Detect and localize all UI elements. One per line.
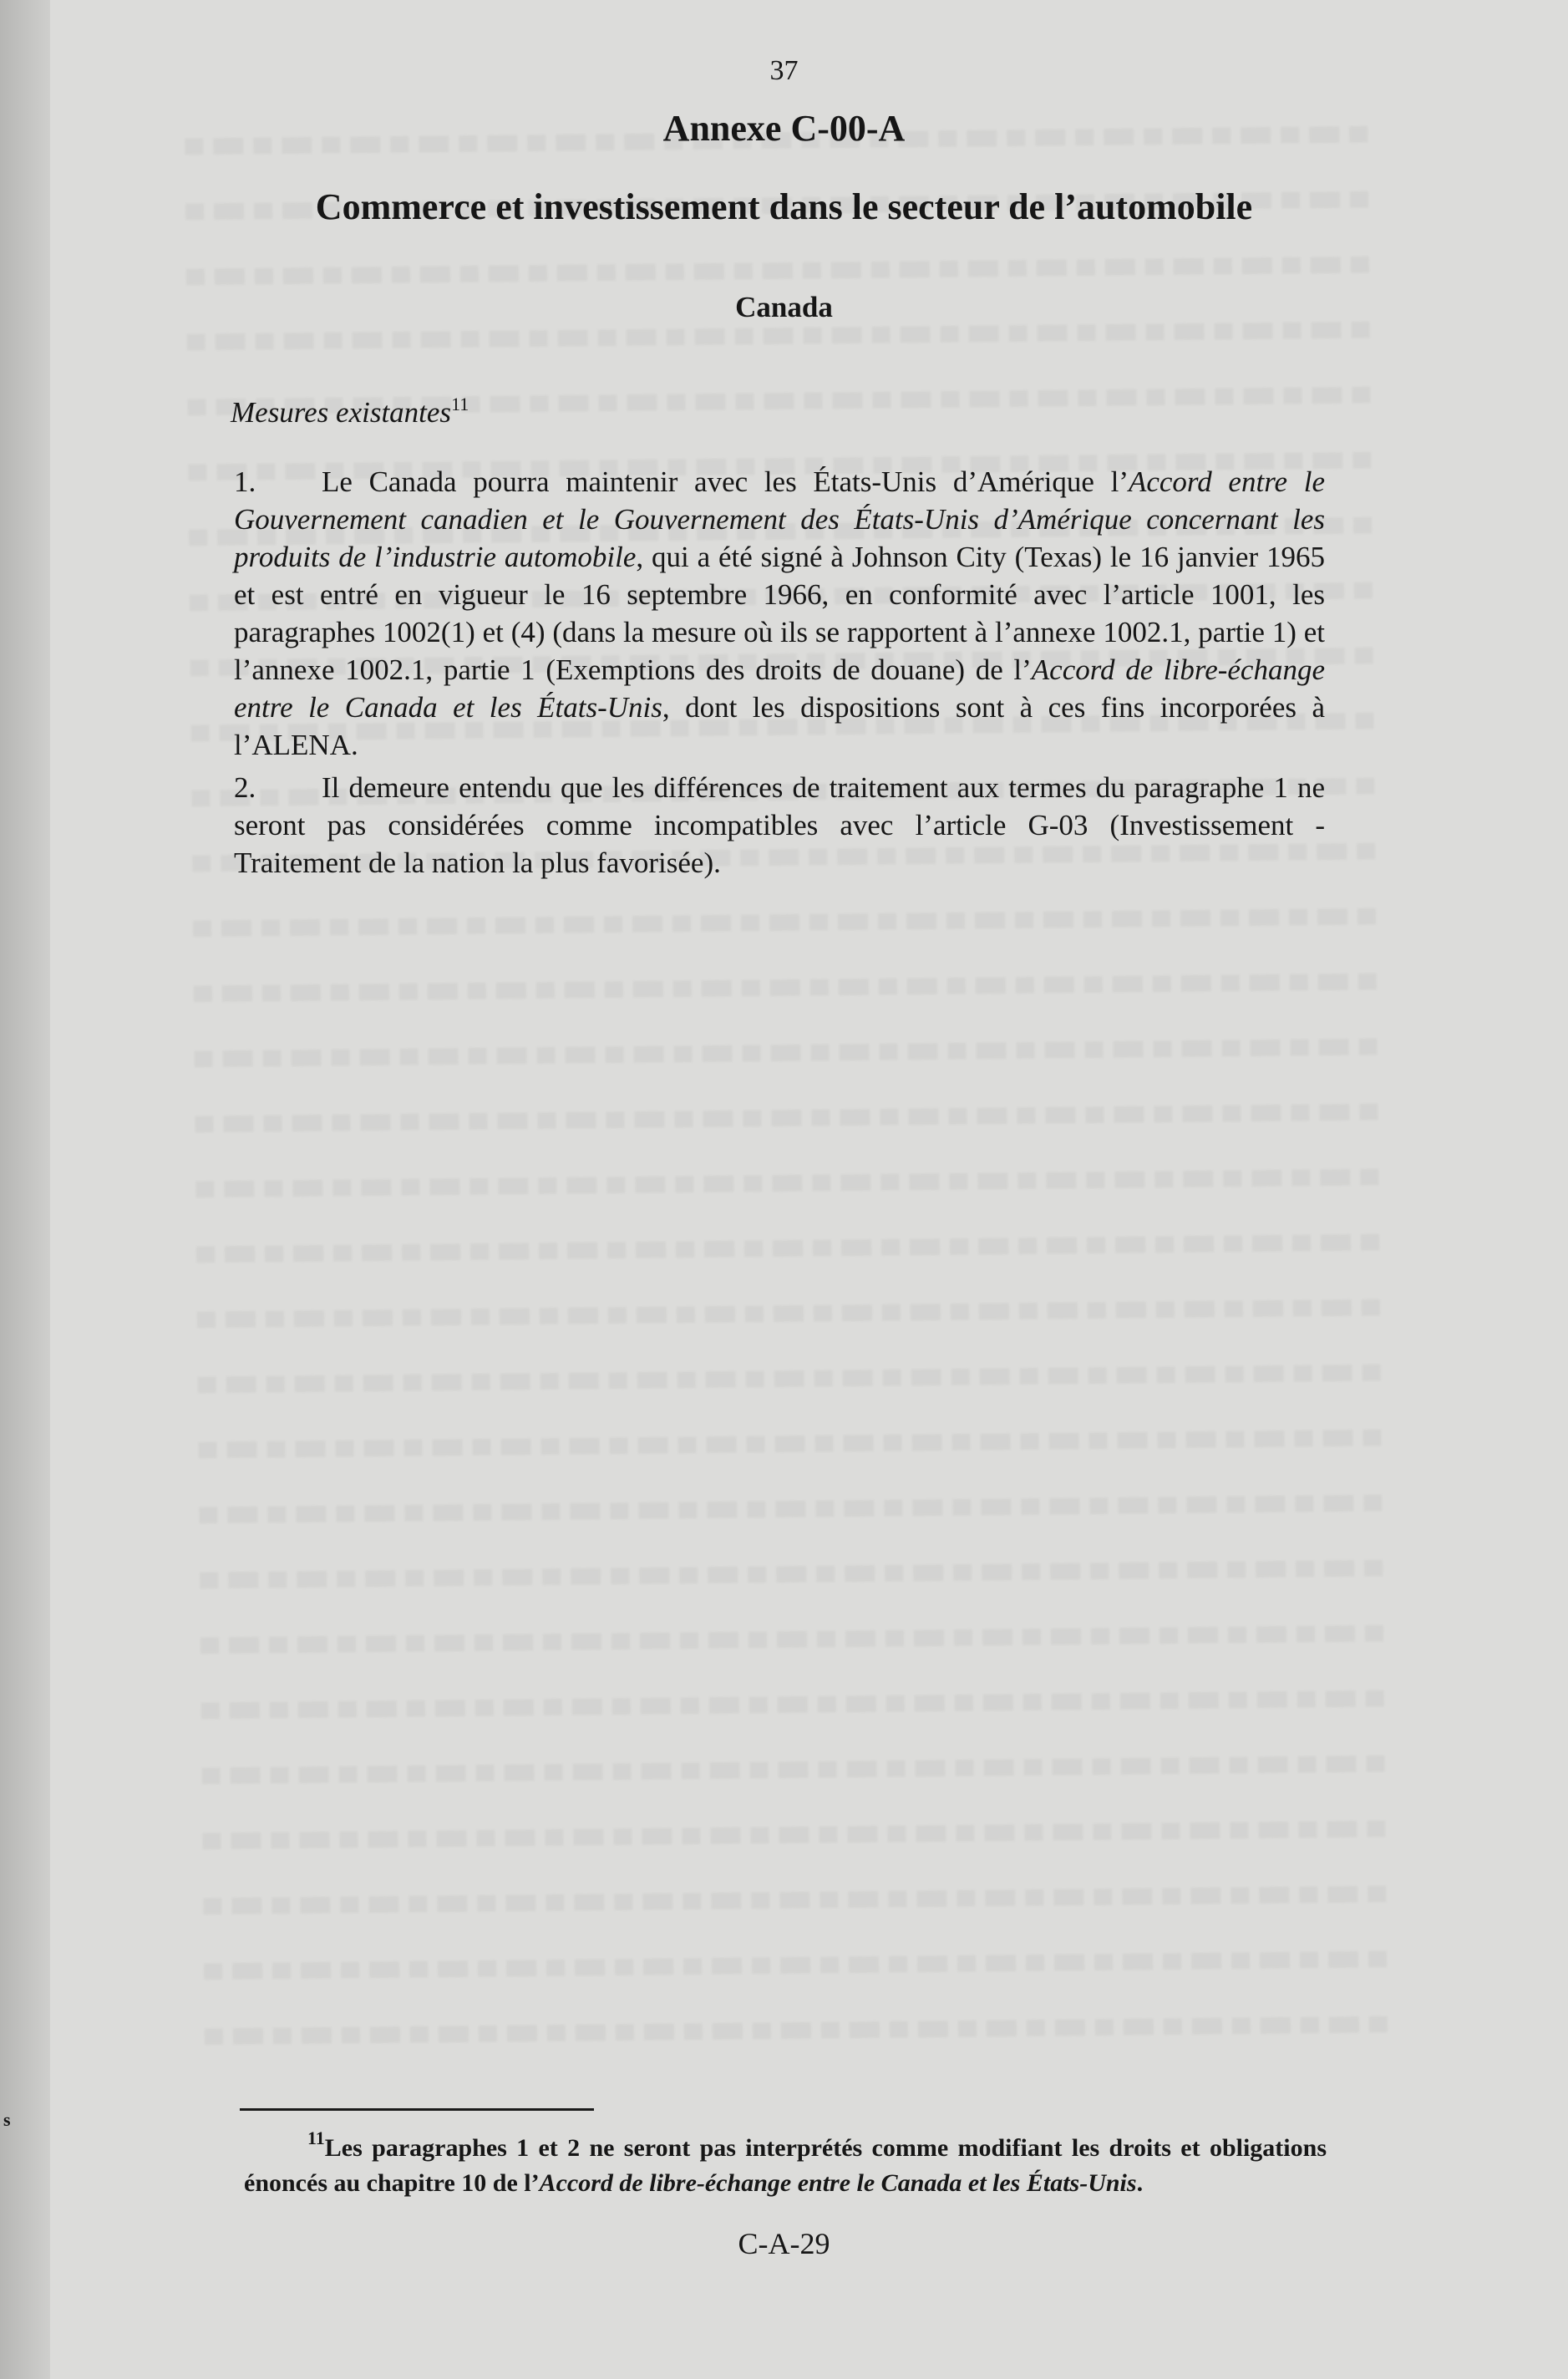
page-reference: C-A-29: [738, 2227, 830, 2260]
paragraph-number: 1.: [234, 465, 256, 498]
paragraph-2: [234, 769, 1325, 882]
footnote-reference: 11: [451, 394, 469, 414]
page-number: 37: [769, 55, 799, 86]
footnote-text: Les paragraphes 1 et 2 ne seront pas interprétés comme modifiant les droits et obligations énoncés au chapitre 10 de l’: [244, 2134, 1327, 2197]
section-heading: [231, 396, 469, 430]
paragraph-text: Il demeure entendu que les différences de traitement aux termes du paragraphe 1 ne seront pas considérées comme incompatibles avec l’article G-03 (Investissement - Traitement de la nation la plus favorisée).: [234, 771, 1325, 879]
party-heading: Canada: [735, 291, 833, 323]
annex-title: Annexe C-00-A: [662, 108, 906, 149]
footnote-text-end: .: [1136, 2169, 1144, 2197]
footnote-marker: 11: [307, 2127, 325, 2148]
agreement-title: Accord entre le Gouvernement canadien et le Gouvernement des États-Unis d’Amérique concernant les produits de l’industrie automobile: [234, 465, 1325, 573]
footnote: [244, 2127, 1327, 2201]
paragraph-text: , dont les dispositions sont à ces fins incorporées à l’ALENA.: [234, 691, 1325, 761]
paragraph-text: Le Canada pourra maintenir avec les États-Unis d’Amérique l’: [322, 465, 1129, 498]
agreement-title: Accord de libre-échange entre le Canada et les États-Unis: [234, 653, 1325, 724]
margin-mark: s: [3, 2109, 11, 2130]
footnote-agreement-title: Accord de libre-échange entre le Canada et les États-Unis: [539, 2169, 1137, 2197]
paragraph-number: 2.: [234, 771, 256, 804]
footnote-separator: [240, 2108, 594, 2111]
footnote-indent: [244, 2134, 307, 2162]
subject-title: Commerce et investissement dans le secteur de l’automobile: [315, 186, 1253, 227]
section-heading-text: Mesures existantes: [231, 396, 452, 429]
paragraph-text: , qui a été signé à Johnson City (Texas) le 16 janvier 1965 et est entré en vigueur le 16 septembre 1966, en conformité avec l’article 1001, les paragraphes 1002(1) et (4) (dans la mesure où ils se rapportent à l’annexe 1002.1, partie 1) et l’annexe 1002.1, partie 1 (Exemptions des droits de douane) de l’: [234, 541, 1325, 686]
page-binding-shadow: [0, 0, 50, 2379]
paragraph-1: [234, 463, 1325, 764]
